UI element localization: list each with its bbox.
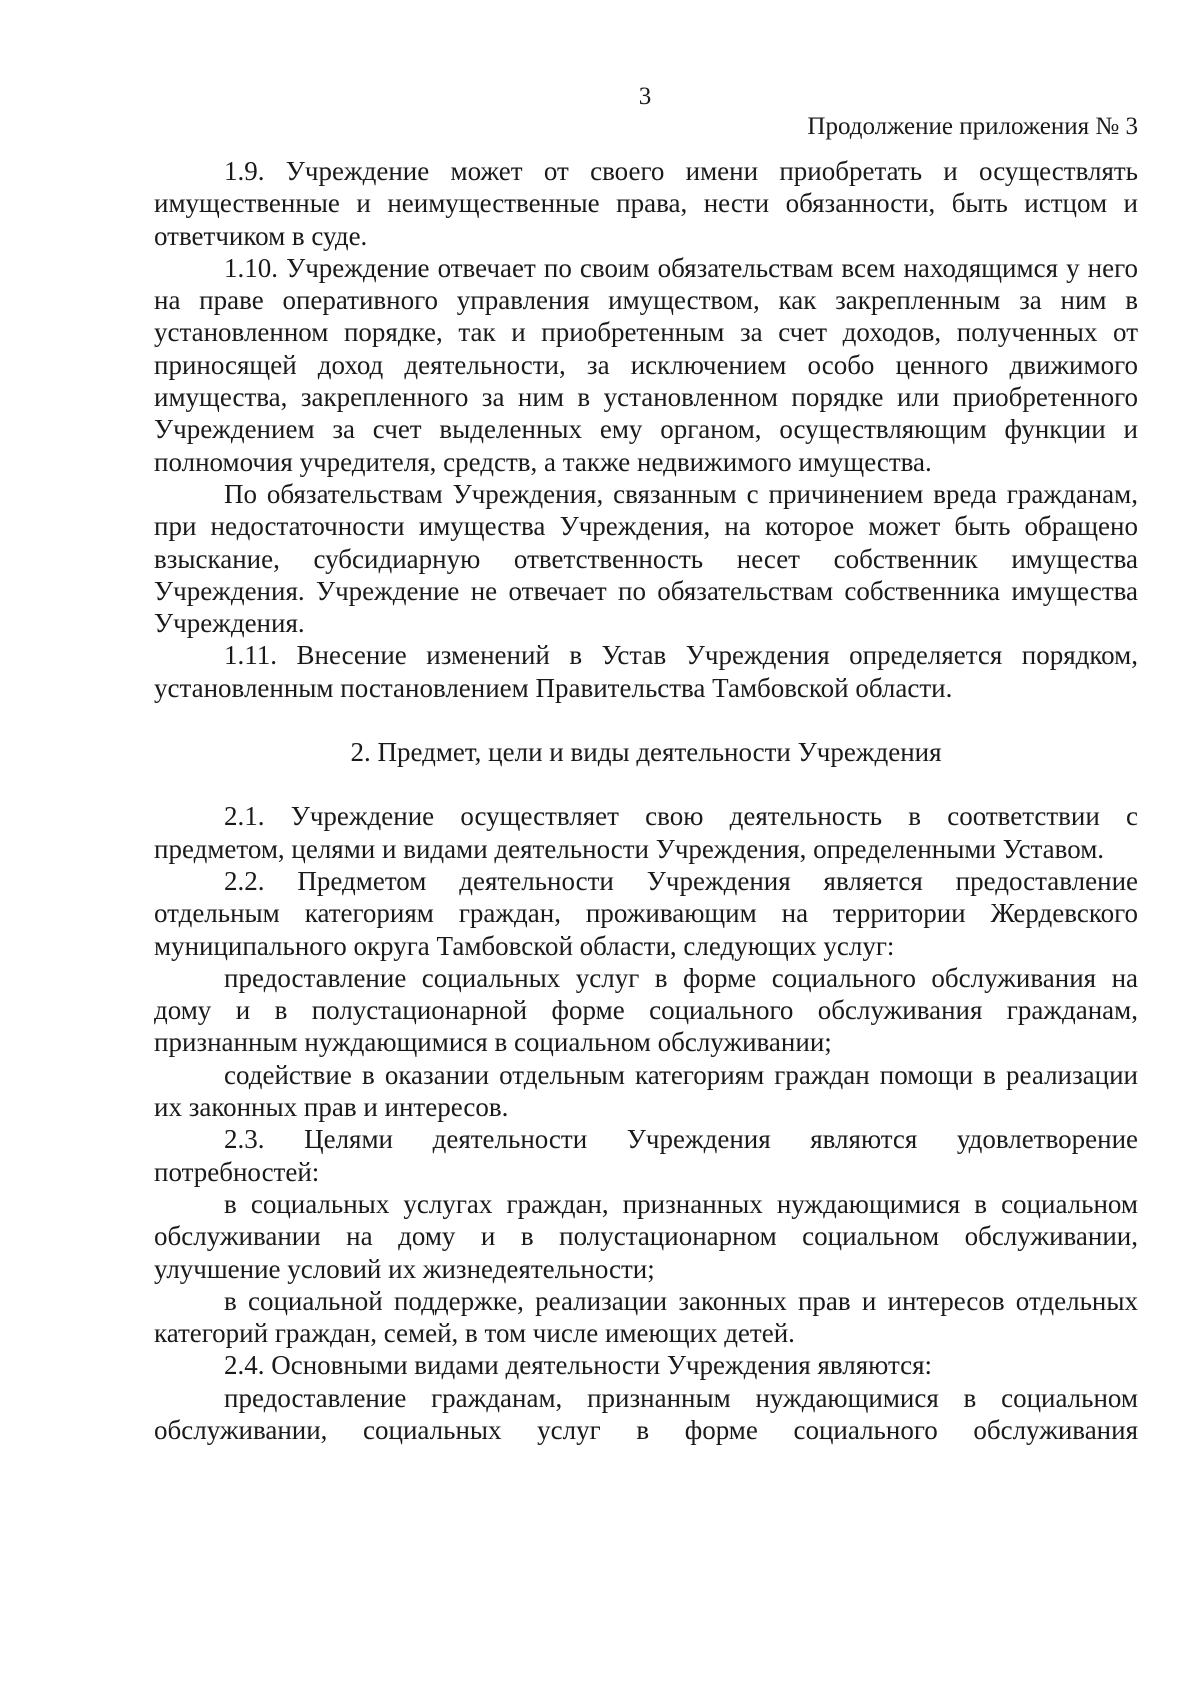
- paragraph-2-1: 2.1. Учреждение осуществляет свою деятельность в соответствии с предметом, целями и видами деятельности Учреждения, определенными Уставом.: [154, 801, 1138, 864]
- paragraph-2-3-item-1: в социальных услугах граждан, признанных нуждающимися в социальном обслуживании на дому и в полустационарном социальном обслуживании, улучшение условий их жизнедеятельности;: [154, 1188, 1138, 1284]
- document-body: [154, 155, 1138, 1446]
- paragraph-2-2-item-1: предоставление социальных услуг в форме социального обслуживания на дому и в полустационарной форме социального обслуживания гражданам, признанным нуждающимися в социальном обслуживании;: [154, 962, 1138, 1058]
- paragraph-2-4-item-1: предоставление гражданам, признанным нуждающимися в социальном обслуживании, социальных услуг в форме социального обслуживания: [154, 1382, 1138, 1445]
- page-number: 3: [638, 83, 652, 110]
- paragraph-1-11: 1.11. Внесение изменений в Устав Учреждения определяется порядком, установленным постановлением Правительства Тамбовской области.: [154, 640, 1138, 703]
- paragraph-2-2-item-2: содействие в оказании отдельным категориям граждан помощи в реализации их законных прав и интересов.: [154, 1059, 1138, 1123]
- appendix-continuation-label: Продолжение приложения № 3: [807, 113, 1138, 140]
- paragraph-2-3: 2.3. Целями деятельности Учреждения являются удовлетворение потребностей:: [154, 1124, 1138, 1187]
- paragraph-2-4: 2.4. Основными видами деятельности Учреждения являются:: [224, 1350, 932, 1381]
- paragraph-1-9: 1.9. Учреждение может от своего имени приобретать и осуществлять имущественные и неимущественные права, нести обязанности, быть истцом и ответчиком в суде.: [154, 156, 1138, 251]
- paragraph-2-2: 2.2. Предметом деятельности Учреждения является предоставление отдельным категориям граждан, проживающим на территории Жердевского муниципального округа Тамбовской области, следующих услуг:: [154, 865, 1138, 961]
- paragraph-2-3-item-2: в социальной поддержке, реализации законных прав и интересов отдельных категорий граждан, семей, в том числе имеющих детей.: [154, 1285, 1138, 1349]
- paragraph-liability: По обязательствам Учреждения, связанным с причинением вреда гражданам, при недостаточности имущества Учреждения, на которое может быть обращено взыскание, субсидиарную ответственность несет собственник имущества Учреждения. Учреждение не отвечает по обязательствам собственника имущества Учреждения.: [154, 478, 1138, 639]
- paragraph-1-10: 1.10. Учреждение отвечает по своим обязательствам всем находящимся у него на праве оперативного управления имуществом, как закрепленным за ним в установленном порядке, так и приобретенным за счет доходов, полученных от приносящей доход деятельности, за исключением особо ценного движимого имущества, закрепленного за ним в установленном порядке или приобретенного Учреждением за счет выделенных ему органом, осуществляющим функции и полномочия учредителя, средств, а также недвижимого имущества.: [154, 252, 1138, 477]
- section-heading: 2. Предмет, цели и виды деятельности Учреждения: [350, 737, 942, 768]
